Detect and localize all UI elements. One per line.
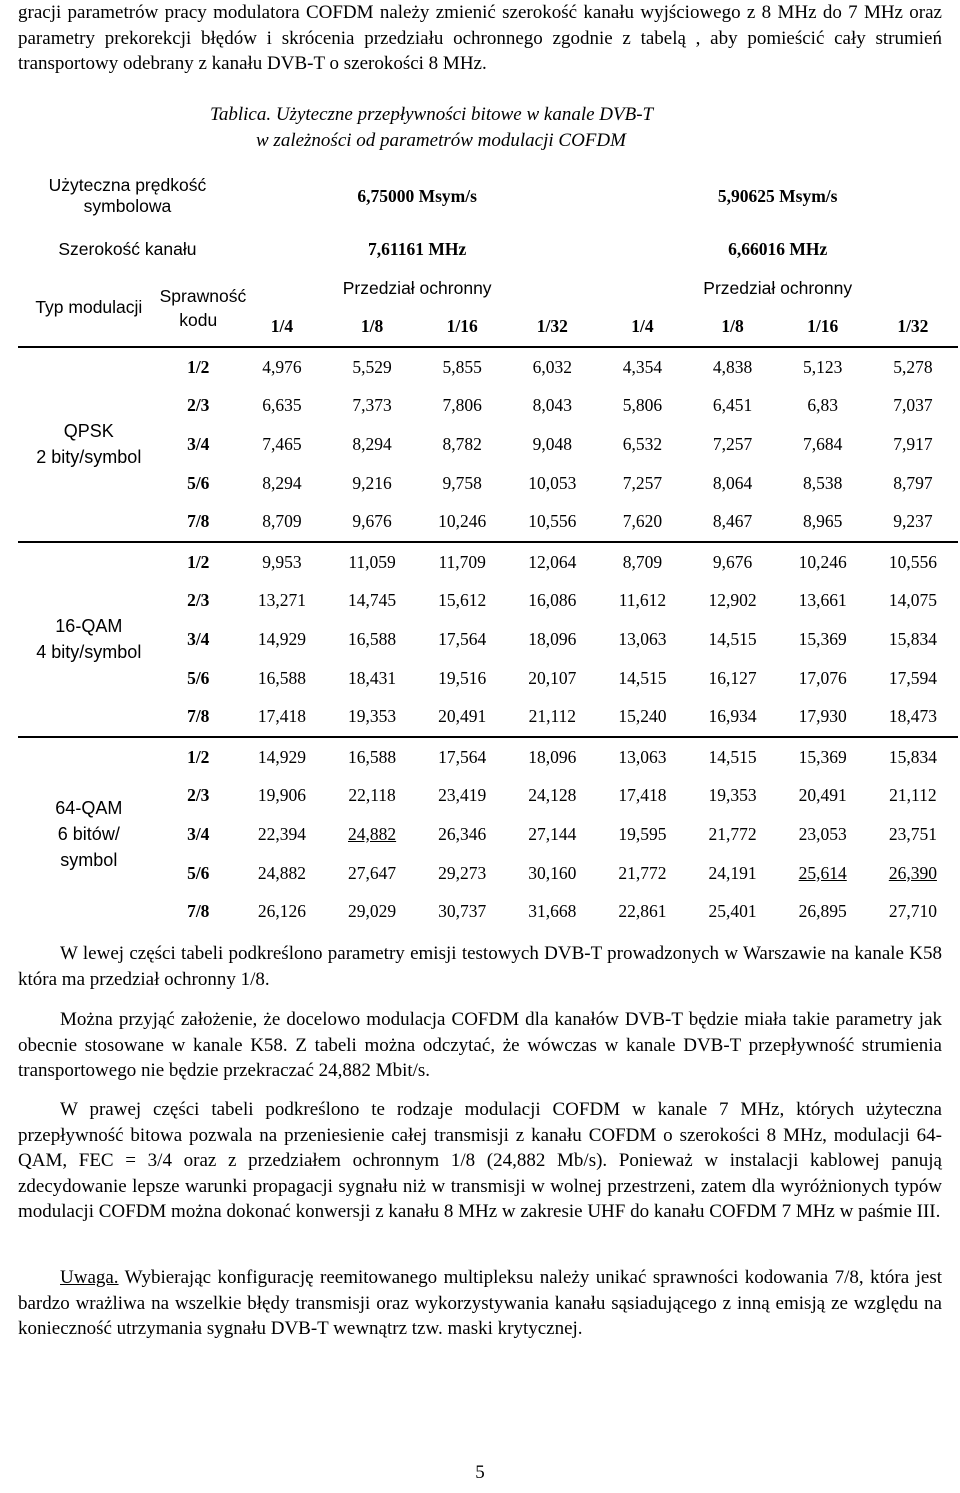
symbol-rate-right: 5,90625 Msym/s: [717, 185, 838, 206]
bitrate-cell: 8,043: [532, 395, 572, 416]
bitrate-cell: 9,758: [442, 472, 482, 493]
bitrate-cell: 5,855: [417, 347, 507, 387]
bitrate-cell: 5,278: [868, 347, 958, 387]
code-rate-cell: 7/8: [187, 706, 210, 727]
modulation-text: 6 bitów/: [57, 824, 120, 845]
bitrate-cell: 17,418: [618, 785, 667, 806]
guard-right-1-16: 1/16: [807, 316, 839, 336]
bitrate-cell: 30,160: [528, 862, 577, 883]
bitrate-cell: 15,834: [868, 737, 958, 777]
bitrate-cell: 19,353: [708, 785, 757, 806]
modulation-text: 16-QAM: [55, 616, 123, 637]
bitrate-cell: 7,806: [442, 395, 482, 416]
bitrate-cell: 6,83: [807, 395, 839, 416]
note-paragraph: [18, 1265, 942, 1342]
bitrate-cell: 21,772: [618, 862, 667, 883]
bitrate-cell: 15,612: [438, 590, 487, 611]
bitrate-cell: 13,661: [798, 590, 847, 611]
symbol-rate-label: Użyteczna prędkość symbolowa: [48, 175, 207, 216]
bitrate-cell: 16,588: [257, 667, 306, 688]
paragraph-left-part: W lewej części tabeli podkreślono parametry emisji testowych DVB-T prowadzonych w Warszawie na kanale K58 która ma przedział ochronny 1/8.: [18, 943, 942, 990]
guard-right-1-32: 1/32: [897, 316, 929, 336]
modulation-text: QPSK: [63, 421, 114, 442]
bitrate-cell: 14,745: [348, 590, 397, 611]
bitrate-cell: 20,491: [438, 706, 487, 727]
code-rate-cell: 5/6: [187, 667, 210, 688]
bitrate-cell: 7,257: [712, 433, 753, 454]
table-row: [18, 582, 958, 621]
table-row: [18, 697, 958, 737]
bitrate-cell: 10,246: [778, 542, 868, 582]
bitrate-cell: 7,684: [803, 433, 843, 454]
bitrate-cell: 19,595: [618, 823, 667, 844]
guard-left-1-4: 1/4: [270, 316, 294, 336]
modulation-text: 2 bity/symbol: [36, 447, 142, 468]
bitrate-cell: 17,564: [417, 737, 507, 777]
bitrate-cell: 26,126: [257, 901, 306, 922]
bitrate-cell: 16,588: [348, 628, 397, 649]
bitrate-cell: 7,620: [622, 511, 663, 532]
code-rate-cell: 1/2: [160, 347, 237, 387]
note-label: Uwaga.: [60, 1267, 119, 1288]
bitrate-cell: 5,806: [622, 395, 663, 416]
bitrate-cell: 16,934: [708, 706, 757, 727]
caption-line1: Użyteczne przepływności bitowe w kanale DVB-T: [275, 104, 654, 125]
bitrate-cell: 8,709: [597, 542, 687, 582]
bitrate-cell: 21,112: [528, 706, 577, 727]
code-rate-cell: 3/4: [187, 823, 210, 844]
table-row: [18, 387, 958, 426]
bitrate-cell: 16,588: [327, 737, 417, 777]
code-rate-cell: 5/6: [187, 472, 210, 493]
table-row: [18, 854, 958, 893]
table-row: [18, 777, 958, 816]
channel-width-label: Szerokość kanału: [58, 238, 197, 259]
bitrate-cell: 10,556: [868, 542, 958, 582]
bitrate-cell: 6,032: [507, 347, 597, 387]
channel-width-left: 7,61161 MHz: [368, 238, 467, 259]
table-row: [18, 737, 958, 777]
bitrate-cell: 13,063: [618, 628, 667, 649]
bitrate-cell: 29,029: [348, 901, 397, 922]
page-number: 5: [475, 1462, 485, 1483]
bitrate-cell: 8,467: [712, 511, 753, 532]
bitrate-cell: 13,063: [597, 737, 687, 777]
bitrate-cell: 9,048: [532, 433, 572, 454]
bitrate-cell: 24,882: [257, 862, 306, 883]
bitrate-cell: 5,123: [778, 347, 868, 387]
bitrate-cell: 23,419: [438, 785, 487, 806]
paragraph-assumption: Można przyjąć założenie, że docelowo modulacja COFDM dla kanałów DVB-T będzie miała takie parametry jak obecnie stosowane w kanale K58. Z tabeli można odczytać, że wówczas w kanale DVB-T przepływność strumienia transportowego nie będzie przekraczać 24,882 Mbit/s.: [18, 1009, 942, 1081]
bitrate-cell: 15,240: [618, 706, 667, 727]
bitrate-cell: 14,515: [618, 667, 667, 688]
code-rate-cell: 2/3: [187, 395, 210, 416]
table-row: [18, 659, 958, 698]
bitrate-cell: 7,917: [893, 433, 933, 454]
bitrate-cell: 16,127: [708, 667, 757, 688]
bitrate-cell: 24,191: [708, 862, 757, 883]
bitrate-cell: 6,635: [262, 395, 302, 416]
caption-line2: w zależności od parametrów modulacji COFDM: [256, 130, 626, 151]
bitrate-cell: 14,929: [237, 737, 327, 777]
bitrate-cell: 26,390: [888, 862, 937, 883]
bitrate-cell: 7,257: [622, 472, 663, 493]
bitrate-cell: 16,086: [528, 590, 577, 611]
bitrate-cell: 8,782: [442, 433, 482, 454]
bitrate-cell: 29,273: [438, 862, 487, 883]
bitrate-cell: 7,373: [352, 395, 392, 416]
bitrate-cell: 27,144: [528, 823, 577, 844]
bitrate-cell: 15,369: [778, 737, 868, 777]
bitrate-cell: 6,451: [712, 395, 753, 416]
bitrate-cell: 15,369: [798, 628, 847, 649]
intro-paragraph: gracji parametrów pracy modulatora COFDM należy zmienić szerokość kanału wyjściowego z 8 MHz do 7 MHz oraz parametry prekorekcji błędów i skrócenia przedziału ochronnego zgodnie z tabelą , aby pomieścić cały strumień transportowy odebrany z kanału DVB-T o szerokości 8 MHz.: [18, 2, 942, 74]
bitrate-cell: 7,037: [893, 395, 933, 416]
bitrate-cell: 27,647: [348, 862, 397, 883]
paragraph-right-part: W prawej części tabeli podkreślono te rodzaje modulacji COFDM w kanale 7 MHz, których użyteczna przepływność bitowa pozwala na przeniesienie całej transmisji z kanału COFDM o szerokości 8 MHz, modulacji 64-QAM, FEC = 3/4 oraz z przedziałem ochronnym 1/8 (24,882 Mb/s). Ponieważ w instalacji kablowej panują zdecydowanie lepsze warunki propagacji sygnału niż w transmisji w wolnej przestrzeni, zatem dla wyróżnionych typów modulacji COFDM można dokonać konwersji z kanału 8 MHz w zakresie UHF do kanału COFDM 7 MHz w paśmie III.: [18, 1099, 942, 1222]
bitrate-cell: 7,465: [262, 433, 302, 454]
bitrate-cell: 11,709: [417, 542, 507, 582]
bitrate-cell: 14,515: [688, 737, 778, 777]
code-rate-cell: 5/6: [187, 862, 210, 883]
bitrate-cell: 12,064: [507, 542, 597, 582]
code-rate-cell: 7/8: [187, 511, 210, 532]
bitrate-cell: 22,861: [618, 901, 667, 922]
bitrate-cell: 19,516: [438, 667, 487, 688]
code-rate-cell: 1/2: [160, 542, 237, 582]
bitrate-cell: 8,294: [352, 433, 392, 454]
guard-right-1-8: 1/8: [721, 316, 744, 336]
table-row: [18, 620, 958, 659]
bitrate-cell: 9,216: [352, 472, 392, 493]
bitrate-cell: 18,473: [888, 706, 937, 727]
bitrate-cell: 10,053: [528, 472, 577, 493]
table-row: [18, 425, 958, 464]
modulation-text: 4 bity/symbol: [36, 642, 142, 663]
bitrate-cell: 23,053: [798, 823, 847, 844]
bitrate-cell: 19,353: [348, 706, 397, 727]
table-row: [18, 347, 958, 387]
bitrate-cell: 18,431: [348, 667, 397, 688]
modulation-text: symbol: [60, 850, 118, 871]
bitrate-cell: 18,096: [528, 628, 577, 649]
bitrate-cell: 23,751: [888, 823, 937, 844]
channel-width-right: 6,66016 MHz: [728, 238, 828, 259]
bitrate-cell: 26,895: [798, 901, 847, 922]
bitrate-cell: 8,797: [893, 472, 933, 493]
table-row: [18, 502, 958, 542]
bitrate-cell: 14,075: [888, 590, 937, 611]
modulation-text: 64-QAM: [55, 798, 123, 819]
bitrate-cell: 14,515: [708, 628, 757, 649]
table-row: [18, 464, 958, 503]
bitrate-cell: 10,246: [438, 511, 487, 532]
bitrate-cell: 14,929: [257, 628, 306, 649]
bitrate-cell: 4,354: [597, 347, 687, 387]
bitrate-cell: 8,064: [712, 472, 753, 493]
guard-interval-label-right: Przedział ochronny: [703, 277, 853, 298]
bitrate-cell: 17,076: [798, 667, 847, 688]
bitrate-cell: 25,614: [798, 862, 847, 883]
code-rate-cell: 2/3: [187, 785, 210, 806]
modulation-type-cell: [18, 737, 160, 931]
bitrate-cell: 15,834: [888, 628, 937, 649]
bitrate-cell: 26,346: [438, 823, 487, 844]
bitrate-cell: 21,772: [708, 823, 757, 844]
bitrate-cell: 6,532: [622, 433, 663, 454]
note-text: Wybierając konfigurację reemitowanego multipleksu należy unikać sprawności kodowania 7/8, która jest bardzo wrażliwa na wszelkie błędy transmisji oraz wykorzystywania kanału sąsiadującego z inną emisją ze względu na konieczność utrzymania sygnału DVB-T wewnątrz tzw. maski krytycznej.: [18, 1267, 942, 1339]
bitrate-cell: 17,930: [798, 706, 847, 727]
bitrate-cell: 22,118: [348, 785, 396, 806]
table-row: [18, 542, 958, 582]
code-rate-cell: 7/8: [187, 901, 210, 922]
modulation-header: Typ modulacji: [35, 297, 143, 317]
bitrate-cell: 30,737: [438, 901, 487, 922]
guard-left-1-32: 1/32: [536, 316, 568, 336]
bitrate-cell: 9,676: [688, 542, 778, 582]
code-rate-cell: 2/3: [187, 590, 210, 611]
modulation-type-cell: [18, 542, 160, 737]
bitrate-cell: 4,838: [688, 347, 778, 387]
bitrate-cell: 20,107: [528, 667, 577, 688]
bitrate-cell: 11,059: [327, 542, 417, 582]
bitrate-cell: 21,112: [889, 785, 937, 806]
bitrate-cell: 5,529: [327, 347, 417, 387]
guard-right-1-4: 1/4: [631, 316, 654, 336]
bitrate-cell: 24,882: [348, 823, 397, 844]
guard-left-1-16: 1/16: [446, 316, 478, 336]
table-row: [18, 892, 958, 931]
table-caption: [210, 102, 810, 154]
bitrate-cell: 20,491: [798, 785, 847, 806]
code-rate-cell: 1/2: [160, 737, 237, 777]
bitrate-cell: 11,612: [618, 590, 667, 611]
bitrate-cell: 27,710: [888, 901, 937, 922]
bitrate-cell: 8,709: [262, 511, 302, 532]
bitrate-cell: 17,418: [257, 706, 306, 727]
code-rate-header: Sprawność kodu: [159, 285, 247, 330]
bitrate-cell: 9,953: [237, 542, 327, 582]
bitrate-cell: 17,594: [888, 667, 937, 688]
bitrate-cell: 31,668: [528, 901, 577, 922]
bitrate-cell: 22,394: [257, 823, 306, 844]
bitrate-cell: 12,902: [708, 590, 757, 611]
bitrate-cell: 8,965: [803, 511, 843, 532]
bitrate-cell: 10,556: [528, 511, 577, 532]
bitrate-cell: 19,906: [257, 785, 306, 806]
modulation-type-cell: [18, 347, 160, 542]
bitrate-cell: 8,538: [803, 472, 843, 493]
bitrate-cell: 25,401: [708, 901, 757, 922]
caption-lead: Tablica.: [210, 104, 272, 125]
bitrate-cell: 8,294: [262, 472, 302, 493]
symbol-rate-left: 6,75000 Msym/s: [357, 185, 477, 206]
bitrate-cell: 18,096: [507, 737, 597, 777]
bitrate-cell: 9,237: [893, 511, 933, 532]
bitrate-cell: 17,564: [438, 628, 487, 649]
table-row: [18, 815, 958, 854]
bitrate-cell: 13,271: [257, 590, 306, 611]
bitrate-cell: 24,128: [528, 785, 577, 806]
bitrate-cell: 4,976: [237, 347, 327, 387]
guard-left-1-8: 1/8: [360, 316, 384, 336]
code-rate-cell: 3/4: [187, 628, 210, 649]
bitrate-cell: 9,676: [352, 511, 392, 532]
guard-interval-label-left: Przedział ochronny: [342, 277, 492, 298]
code-rate-cell: 3/4: [187, 433, 210, 454]
bitrate-table: [18, 163, 958, 931]
